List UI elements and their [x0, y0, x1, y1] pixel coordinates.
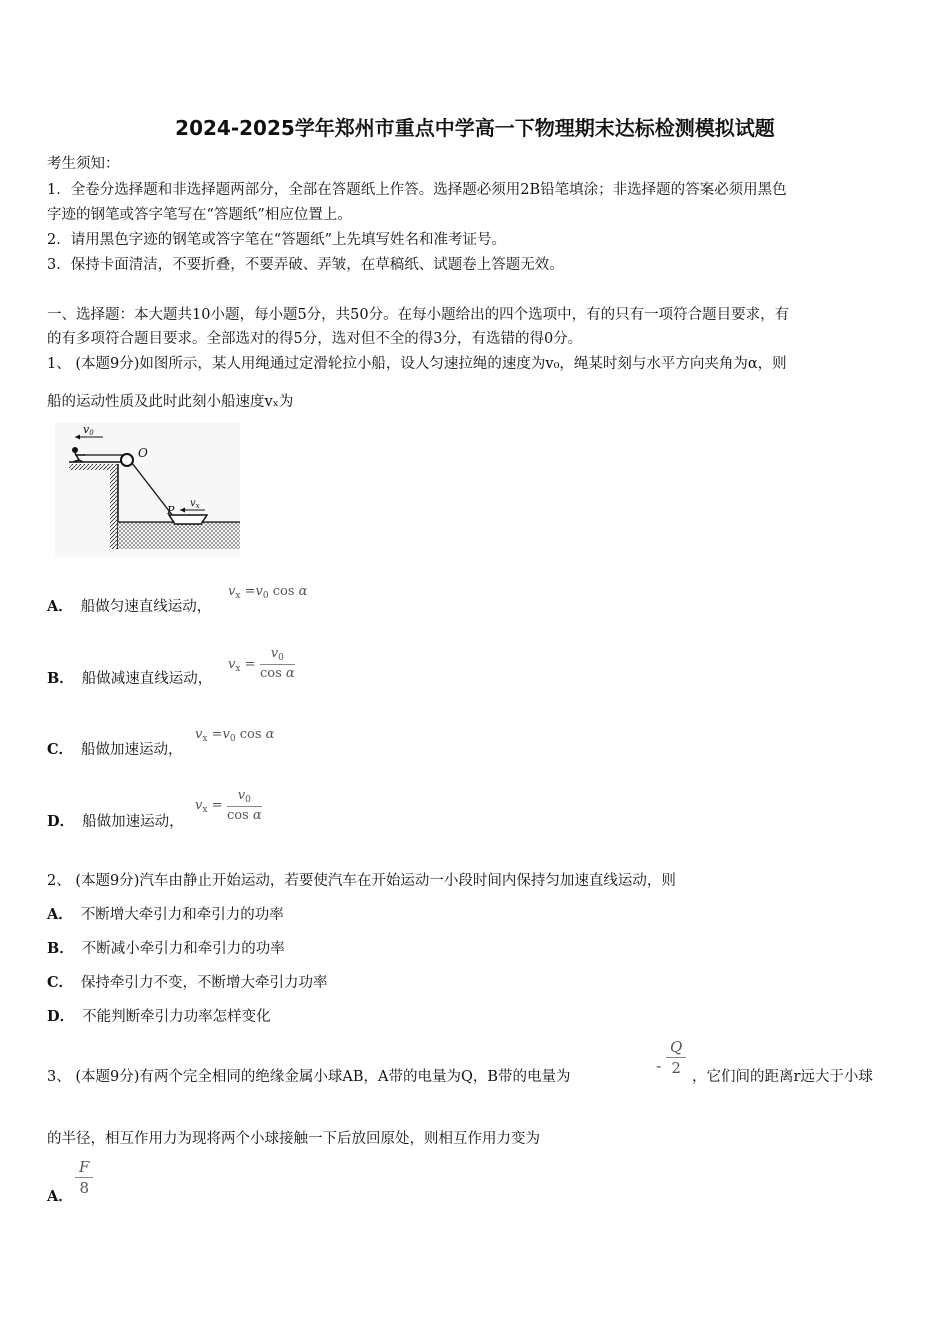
option-letter: A．: [47, 906, 73, 923]
option-b[interactable]: [47, 667, 212, 688]
option-text: 不能判断牵引力功率怎样变化: [82, 1009, 271, 1025]
question-2-stem: 2、 (本题9分)汽车由静止开始运动，若要使汽车在开始运动一小段时间内保持匀加速直线运动，则: [47, 873, 676, 889]
option-a[interactable]: [47, 595, 211, 616]
section-instructions: 的有多项符合题目要求。全部选对的得5分，选对但不全的得3分，有选错的得0分。: [47, 331, 583, 347]
option-text: 不断减小牵引力和牵引力的功率: [81, 941, 285, 957]
notice-item: 3．保持卡面清洁，不要折叠，不要弄破、弄皱，在草稿纸、试题卷上答题无效。: [47, 257, 564, 273]
option-letter: B．: [47, 940, 74, 957]
formula-b-fraction: $\frac{v_0}{\text{cos α}}$: [260, 646, 295, 681]
charge-sign: -: [656, 1056, 662, 1075]
option-letter: B．: [47, 670, 74, 687]
vx-label: v: [190, 498, 196, 509]
option-text: 船做加速运动，: [82, 814, 184, 830]
option-b[interactable]: [47, 937, 285, 958]
charge-fraction: $\frac{Q}{2}$: [666, 1038, 686, 1077]
option-text: 船做匀速直线运动，: [80, 599, 212, 615]
option-letter: A．: [47, 1188, 73, 1205]
point-o-label: O: [138, 446, 148, 460]
option-c[interactable]: [47, 738, 183, 759]
question-3-stem-part1: 3、 (本题9分)有两个完全相同的绝缘金属小球AB，A带的电量为Q，B带的电量为: [47, 1069, 571, 1085]
question-3-stem-part2: ，它们间的距离r远大于小球: [692, 1069, 873, 1085]
option-a[interactable]: [47, 903, 284, 924]
notice-item: 2．请用黑色字迹的钢笔或答字笔在“答题纸”上先填写姓名和准考证号。: [47, 232, 507, 248]
section-instructions: 一、选择题：本大题共10小题，每小题5分，共50分。在每小题给出的四个选项中，有的只有一项符合题目要求，有: [47, 307, 790, 323]
option-letter: A．: [47, 598, 73, 615]
option-text: 保持牵引力不变，不断增大牵引力功率: [81, 975, 328, 991]
option-letter: D．: [47, 1008, 75, 1025]
option-text: 船做加速运动，: [81, 742, 183, 758]
formula-d-fraction: $\frac{v_0}{\text{cos α}}$: [227, 788, 262, 823]
svg-text:v0: v0: [83, 423, 94, 437]
question-1-stem: 1、 (本题9分)如图所示，某人用绳通过定滑轮拉小船，设人匀速拉绳的速度为v₀，绳某时刻与水平方向夹角为α，则: [47, 356, 787, 372]
option-letter: C．: [47, 974, 74, 991]
point-p-label: P: [167, 504, 175, 517]
v0-label: v: [83, 423, 90, 436]
boat-icon: [169, 515, 207, 524]
notice-item: 字迹的钢笔或答字笔写在“答题纸”相应位置上。: [47, 207, 352, 223]
option-text: 不断增大牵引力和牵引力的功率: [80, 907, 284, 923]
formula-b-lhs: $v_x$ =: [228, 657, 256, 674]
option-letter: D．: [47, 813, 75, 830]
person-icon: [72, 447, 78, 453]
option-d[interactable]: [47, 810, 184, 831]
question-3-stem-line2: 的半径，相互作用力为现将两个小球接触一下后放回原处，则相互作用力变为: [47, 1131, 540, 1147]
pulley-boat-figure: [55, 422, 240, 557]
formula-d-lhs: $v_x$ =: [195, 798, 223, 815]
answer-fraction: $\frac{F}{8}$: [75, 1158, 93, 1197]
formula-c: $v_x =v_0$ cos α: [195, 727, 275, 744]
svg-text:vx: $v_x$: [190, 498, 200, 510]
pulley-icon: [121, 454, 133, 466]
question-1-stem: 船的运动性质及此时此刻小船速度vₓ为: [47, 394, 294, 410]
formula-a: $v_x =v_0$ cos α: [228, 584, 308, 601]
notice-heading: 考生须知：: [47, 156, 120, 172]
option-c[interactable]: [47, 971, 328, 992]
option-d[interactable]: [47, 1005, 271, 1026]
option-letter: C．: [47, 741, 74, 758]
notice-item: 1．全卷分选择题和非选择题两部分，全部在答题纸上作答。选择题必须用2B铅笔填涂；非选择题的答案必须用黑色: [47, 182, 787, 198]
option-text: 船做减速直线运动，: [81, 671, 213, 687]
page-title: 2024-2025学年郑州市重点中学高一下物理期末达标检测模拟试题: [175, 116, 775, 140]
